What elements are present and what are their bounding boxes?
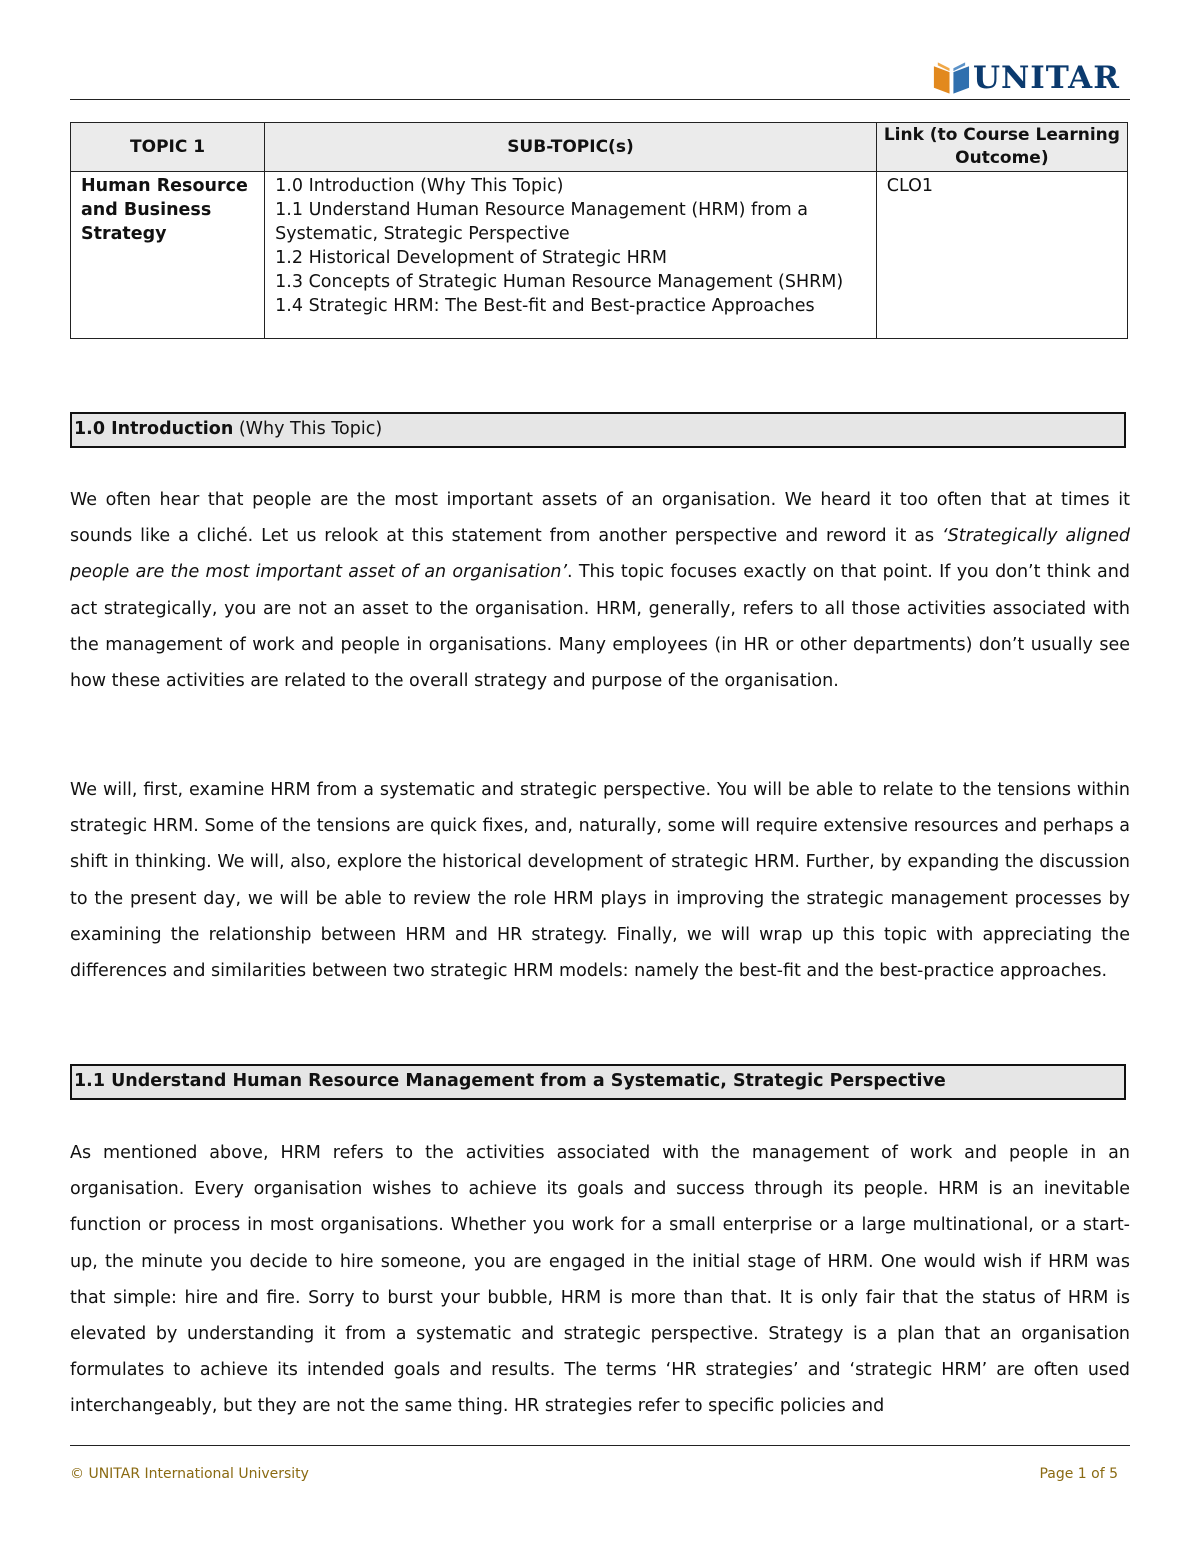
section-1-1-paragraph: As mentioned above, HRM refers to the activities associated with the management of work and people in an organisation. Every organisation wishes to achieve its goals and success through its people. HRM is an inevitable function or process in most organisations. Whether you work for a small enterprise or a large multinational, or a start-up, the minute you decide to hire someone, you are engaged in the initial stage of HRM. One would wish if HRM was that simple: hire and fire. Sorry to burst your bubble, HRM is more than that. It is only fair that the status of HRM is elevated by understanding it from a systematic and strategic perspective. Strategy is a plan that an organisation formulates to achieve its intended goals and results. The terms ‘HR strategies’ and ‘strategic HRM’ are often used interchangeably, but they are not the same thing. HR strategies refer to specific policies and	[70, 1143, 1130, 1417]
subtopic-item: 1.4 Strategic HRM: The Best-fit and Best-practice Approaches	[275, 296, 815, 316]
book-logo-icon	[930, 58, 973, 98]
section-heading-bold: 1.0 Introduction	[74, 419, 234, 439]
emphasis-text: ‘Strategically aligned people are the most important asset of an organisation’	[70, 526, 1130, 583]
intro-paragraph-2: We will, first, examine HRM from a systematic and strategic perspective. You will be able to relate to the tensions within strategic HRM. Some of the tensions are quick fixes, and, naturally, some will require extensive resources and perhaps a shift in thinking. We will, also, explore the historical development of strategic HRM. Further, by expanding the discussion to the present day, we will be able to review the role HRM plays in improving the strategic management processes by examining the relationship between HRM and HR strategy. Finally, we will wrap up this topic with appreciating the differences and similarities between two strategic HRM models: namely the best-fit and the best-practice approaches.	[70, 780, 1130, 982]
unitar-logo	[930, 58, 1120, 98]
section-heading-1-0	[70, 412, 1126, 448]
subtopic-item: 1.1 Understand Human Resource Management (HRM) from a Systematic, Strategic Perspective	[275, 200, 808, 244]
section-heading-1-1	[70, 1064, 1126, 1100]
intro-paragraph-1	[70, 482, 1130, 699]
topic-table	[70, 122, 1128, 339]
section-heading-rest: (Why This Topic)	[233, 419, 383, 439]
paragraph-text: . This topic focuses exactly on that point. If you don’t think and act strategically, you are not an asset to the organisation. HRM, generally, refers to all those activities associated with the management of work and people in organisations. Many employees (in HR or other departments) don’t usually see how these activities are related to the overall strategy and purpose of the organisation.	[70, 562, 1130, 692]
header-subtopics: SUB-TOPIC(s)	[265, 123, 877, 172]
header-divider	[70, 99, 1130, 100]
footer-copyright: © UNITAR International University	[70, 1466, 309, 1482]
header-clo-link: Link (to Course Learning Outcome)	[876, 123, 1127, 172]
subtopic-item: 1.3 Concepts of Strategic Human Resource Management (SHRM)	[275, 272, 844, 292]
subtopic-item: 1.2 Historical Development of Strategic HRM	[275, 248, 667, 268]
section-heading-bold: 1.1 Understand Human Resource Management from a Systematic, Strategic Perspective	[74, 1071, 946, 1091]
footer-divider	[70, 1445, 1130, 1446]
subtopic-list	[265, 172, 876, 338]
topic-name: Human Resource and Business Strategy	[81, 176, 248, 244]
clo-value: CLO1	[886, 176, 934, 196]
paragraph-text: We often hear that people are the most important assets of an organisation. We heard it too often that at times it sounds like a cliché. Let us relook at this statement from another perspective and reword it as	[70, 490, 1130, 547]
footer-page-number: Page 1 of 5	[1039, 1466, 1118, 1482]
header-topic: TOPIC 1	[71, 123, 265, 172]
subtopic-item: 1.0 Introduction (Why This Topic)	[275, 176, 564, 196]
logo-text: UNITAR	[972, 60, 1120, 96]
